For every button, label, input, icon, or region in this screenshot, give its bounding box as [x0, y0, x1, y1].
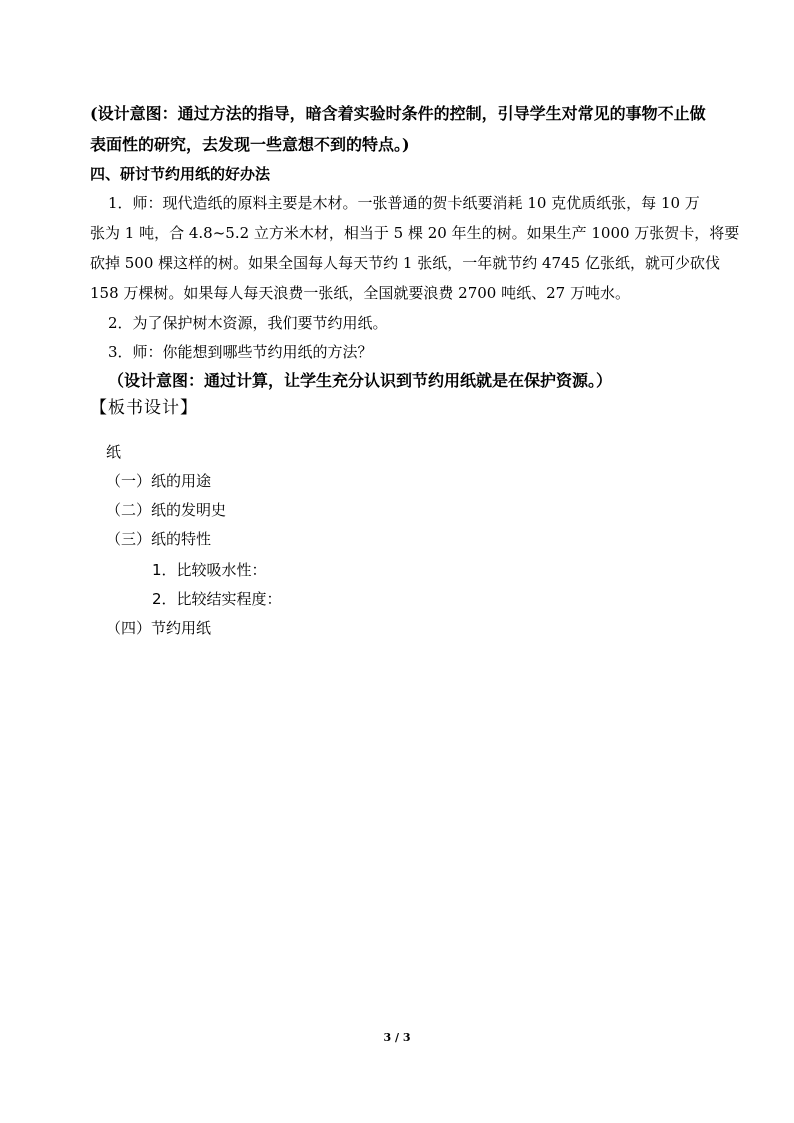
paragraph-line: 张为 1 吨，合 4.8~5.2 立方米木材，相当于 5 棵 20 年生的树。如果生产 1000 万张贺卡，将要	[90, 224, 740, 242]
board-design-heading: 【板书设计】	[90, 398, 198, 418]
board-title: 纸	[106, 443, 122, 461]
board-item: （二）纸的发明史	[106, 501, 227, 519]
board-item: （一）纸的用途	[106, 472, 212, 490]
list-item: 2．为了保护树木资源，我们要节约用纸。	[108, 314, 388, 332]
paragraph-line: 砍掉 500 棵这样的树。如果全国每人每天节约 1 张纸，一年就节约 4745 亿张纸，就可少砍伐	[90, 254, 720, 272]
board-item: （四）节约用纸	[106, 619, 212, 637]
design-note-line-2: 表面性的研究，去发现一些意想不到的特点。)	[90, 135, 410, 154]
board-item: （三）纸的特性	[106, 530, 212, 548]
list-item: 3．师：你能想到哪些节约用纸的方法？	[108, 343, 373, 361]
page-number: 3 / 3	[383, 1031, 411, 1044]
section-heading: 四、研讨节约用纸的好办法	[90, 165, 271, 183]
board-subitem: 2．比较结实程度：	[152, 590, 282, 608]
paragraph-line: 158 万棵树。如果每人每天浪费一张纸，全国就要浪费 2700 吨纸、27 万吨水。	[90, 284, 630, 302]
paragraph-line: 1．师：现代造纸的原料主要是木材。一张普通的贺卡纸要消耗 10 克优质纸张，每 10 万	[108, 194, 700, 212]
design-note-2: （设计意图：通过计算，让学生充分认识到节约用纸就是在保护资源。）	[108, 371, 613, 390]
board-subitem: 1．比较吸水性：	[152, 561, 267, 579]
design-note-line-1: (设计意图：通过方法的指导，暗含着实验时条件的控制，引导学生对常见的事物不止做	[90, 104, 706, 123]
